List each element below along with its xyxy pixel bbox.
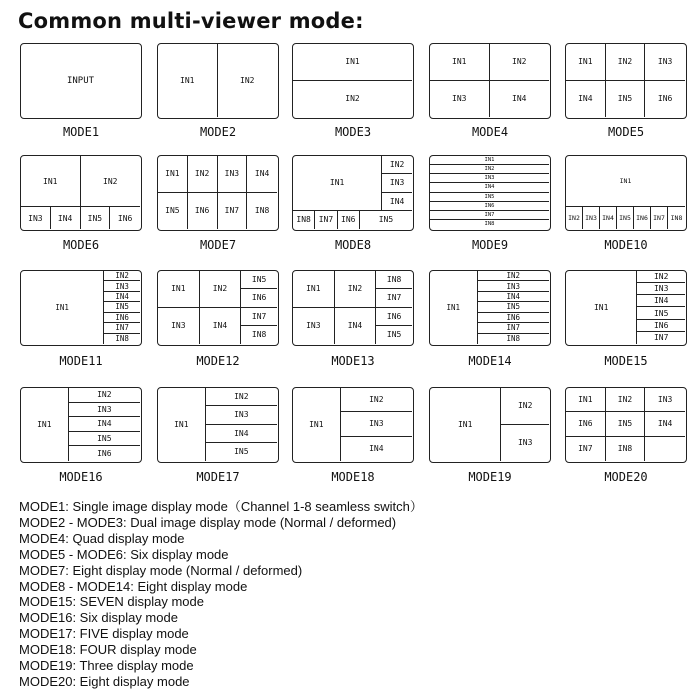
screen-cell: IN2 xyxy=(240,76,255,85)
screen-cell: IN2 xyxy=(188,156,218,193)
screen-cell: IN7 xyxy=(218,193,248,230)
screen-cell: IN5 xyxy=(478,302,549,312)
mode-box-mode2 xyxy=(157,43,279,119)
screen-cell: IN3 xyxy=(430,174,549,183)
screen-cell: IN7 xyxy=(104,323,140,333)
legend-line: MODE15: SEVEN display mode xyxy=(19,594,204,610)
screen-cell: IN1 xyxy=(158,156,188,193)
screen-cell: IN6 xyxy=(338,211,360,229)
mode-label: MODE8 xyxy=(334,238,372,252)
screen-cell: IN4 xyxy=(637,295,685,307)
mode-label: MODE12 xyxy=(196,354,240,368)
screen-cell: IN1 xyxy=(430,388,501,461)
legend-line: MODE19: Three display mode xyxy=(19,658,194,674)
screen-cell: IN5 xyxy=(430,193,549,202)
screen-cell: IN1 xyxy=(158,388,206,461)
screen-cell: IN5 xyxy=(386,330,402,340)
mode-box-mode16 xyxy=(20,387,142,463)
screen-cell: IN3 xyxy=(478,281,549,291)
mode-box-mode17 xyxy=(157,387,279,463)
screen-cell: IN4 xyxy=(566,81,606,118)
mode-label: MODE20 xyxy=(604,470,648,484)
screen-cell: IN1 xyxy=(566,156,685,207)
mode-label: MODE14 xyxy=(468,354,512,368)
screen-cell: IN5 xyxy=(234,447,249,457)
screen-cell: IN2 xyxy=(382,156,412,174)
screen-cell: IN8 xyxy=(376,271,412,289)
screen-cell: IN6 xyxy=(634,207,651,229)
screen-cell: IN4 xyxy=(51,207,81,229)
mode-label: MODE4 xyxy=(471,125,509,139)
screen-cell: IN1 xyxy=(21,156,81,207)
screen-cell: IN6 xyxy=(117,213,133,223)
mode-box-mode1 xyxy=(20,43,142,119)
screen-cell: IN3 xyxy=(430,81,490,118)
screen-cell: IN5 xyxy=(241,271,277,289)
screen-cell: IN5 xyxy=(378,215,394,225)
screen-cell: IN5 xyxy=(637,308,685,320)
legend-line: MODE20: Eight display mode xyxy=(19,673,190,689)
screen-cell: IN1 xyxy=(430,156,549,165)
legend-line: MODE2 - MODE3: Dual image display mode (Normal / deformed) xyxy=(19,514,397,530)
screen-cell: IN2 xyxy=(478,271,549,281)
screen-cell: IN6 xyxy=(637,320,685,332)
mode-label: MODE6 xyxy=(62,238,100,252)
screen-cell: IN4 xyxy=(69,417,140,432)
screen-cell: IN2 xyxy=(490,44,550,81)
screen-cell: IN3 xyxy=(206,406,277,424)
legend-line: MODE18: FOUR display mode xyxy=(19,642,197,658)
mode-box-mode5 xyxy=(565,43,687,119)
screen-cell: IN2 xyxy=(341,388,412,412)
mode-box-mode20 xyxy=(565,387,687,463)
screen-cell: IN1 xyxy=(430,271,478,344)
screen-cell: IN4 xyxy=(430,183,549,192)
screen-cell: IN4 xyxy=(335,308,377,345)
screen-cell: IN6 xyxy=(376,308,412,326)
page-title: Common multi-viewer mode: xyxy=(18,9,364,33)
screen-cell: IN4 xyxy=(206,425,277,443)
mode-label: MODE13 xyxy=(331,354,375,368)
screen-cell: IN8 xyxy=(606,437,646,461)
screen-cell: IN3 xyxy=(218,156,248,193)
legend-line: MODE7: Eight display mode (Normal / deformed) xyxy=(19,562,303,578)
mode-label: MODE10 xyxy=(604,238,648,252)
mode-label: MODE19 xyxy=(468,470,512,484)
screen-cell: IN8 xyxy=(115,334,129,344)
mode-label: MODE2 xyxy=(199,125,237,139)
screen-cell: IN2 xyxy=(430,165,549,174)
legend-line: MODE1: Single image display mode（Channel 1-8 seamless switch） xyxy=(19,499,423,514)
screen-cell: IN4 xyxy=(382,193,412,211)
screen-cell: IN1 xyxy=(158,271,200,308)
mode-box-mode13 xyxy=(292,270,414,346)
screen-cell: IN2 xyxy=(200,271,242,308)
legend-line: MODE17: FIVE display mode xyxy=(19,626,189,642)
mode-box-mode8 xyxy=(292,155,414,231)
screen-cell: IN5 xyxy=(81,207,111,229)
screen-cell: IN3 xyxy=(645,44,685,81)
screen-cell: IN3 xyxy=(637,283,685,295)
mode-box-mode15 xyxy=(565,270,687,346)
mode-label: MODE17 xyxy=(196,470,240,484)
screen-cell: IN1 xyxy=(293,388,341,461)
screen-cell: IN8 xyxy=(251,330,267,340)
screen-cell: IN5 xyxy=(606,412,646,436)
screen-cell: IN2 xyxy=(606,44,646,81)
screen-cell: IN1 xyxy=(293,44,412,81)
legend-line: MODE5 - MODE6: Six display mode xyxy=(19,546,229,562)
mode-box-mode18 xyxy=(292,387,414,463)
screen-cell: IN3 xyxy=(293,308,335,345)
screen-cell: IN6 xyxy=(188,193,218,230)
screen-cell: IN2 xyxy=(566,207,583,229)
screen-cell: IN4 xyxy=(600,207,617,229)
mode-legend xyxy=(19,499,423,690)
screen-cell: IN3 xyxy=(382,174,412,192)
screen-cell: IN7 xyxy=(430,211,549,220)
screen-cell: IN3 xyxy=(583,207,600,229)
screen-cell: IN1 xyxy=(293,271,335,308)
screen-cell: IN6 xyxy=(657,94,673,104)
mode-box-mode14 xyxy=(429,270,551,346)
mode-box-mode12 xyxy=(157,270,279,346)
screen-cell: IN1 xyxy=(158,44,218,117)
screen-cell: IN4 xyxy=(369,444,384,454)
screen-cell: IN5 xyxy=(606,81,646,118)
screen-cell: IN7 xyxy=(566,437,606,461)
screen-cell: IN3 xyxy=(104,281,140,291)
screen-cell: IN5 xyxy=(158,193,188,230)
screen-cell: IN4 xyxy=(478,292,549,302)
mode-label: MODE16 xyxy=(59,470,103,484)
screen-cell: IN7 xyxy=(478,323,549,333)
screen-cell: IN6 xyxy=(478,313,549,323)
screen-cell: IN2 xyxy=(606,388,646,412)
mode-label: MODE15 xyxy=(604,354,648,368)
screen-cell: IN4 xyxy=(104,292,140,302)
screen-cell: IN1 xyxy=(21,388,69,461)
mode-label: MODE11 xyxy=(59,354,103,368)
screen-cell: IN6 xyxy=(566,412,606,436)
legend-line: MODE8 - MODE14: Eight display mode xyxy=(19,578,248,594)
screen-cell: IN8 xyxy=(293,211,315,229)
mode-box-mode4 xyxy=(429,43,551,119)
screen-cell: IN3 xyxy=(341,412,412,436)
screen-cell: IN6 xyxy=(104,313,140,323)
screen-cell: IN3 xyxy=(69,403,140,418)
screen-cell: IN2 xyxy=(206,388,277,406)
mode-box-mode6 xyxy=(20,155,142,231)
screen-cell: IN7 xyxy=(653,333,669,343)
mode-label: MODE18 xyxy=(331,470,375,484)
screen-cell: IN2 xyxy=(104,271,140,281)
screen-cell: IN5 xyxy=(104,302,140,312)
mode-box-mode7 xyxy=(157,155,279,231)
screen-cell: IN1 xyxy=(293,156,382,211)
screen-cell: IN4 xyxy=(512,94,527,104)
mode-label: MODE1 xyxy=(62,125,100,139)
mode-box-mode19 xyxy=(429,387,551,463)
screen-cell: IN7 xyxy=(241,308,277,326)
screen-cell: IN2 xyxy=(69,388,140,403)
screen-cell: IN4 xyxy=(200,308,242,345)
screen-cell: IN8 xyxy=(254,206,270,216)
screen-cell: IN5 xyxy=(617,207,634,229)
screen-cell: IN1 xyxy=(21,271,104,344)
screen-cell: IN6 xyxy=(97,449,112,459)
screen-cell: IN5 xyxy=(69,432,140,447)
legend-line: MODE16: Six display mode xyxy=(19,610,178,626)
mode-label: MODE9 xyxy=(471,238,509,252)
screen-cell: IN3 xyxy=(158,308,200,345)
mode-box-mode3 xyxy=(292,43,414,119)
screen-cell: IN1 xyxy=(566,388,606,412)
mode-label: MODE5 xyxy=(607,125,645,139)
screen-cell: IN2 xyxy=(501,388,549,425)
screen-cell: INPUT xyxy=(66,75,95,86)
mode-box-mode9 xyxy=(429,155,551,231)
screen-cell: IN6 xyxy=(430,202,549,211)
screen-cell: IN3 xyxy=(645,388,685,412)
screen-cell: IN8 xyxy=(484,221,495,228)
screen-cell: IN1 xyxy=(430,44,490,81)
mode-box-mode11 xyxy=(20,270,142,346)
screen-cell: IN3 xyxy=(517,438,533,448)
screen-cell: IN3 xyxy=(21,207,51,229)
screen-cell: IN8 xyxy=(506,334,521,344)
mode-box-mode10 xyxy=(565,155,687,231)
screen-cell: IN4 xyxy=(247,156,277,193)
screen-cell: IN2 xyxy=(345,94,360,104)
screen-cell: IN1 xyxy=(566,271,637,344)
screen-cell: IN4 xyxy=(645,412,685,436)
screen-cell: IN6 xyxy=(241,289,277,307)
screen-cell: IN8 xyxy=(670,214,683,223)
screen-cell: IN2 xyxy=(81,156,141,207)
screen-cell: IN7 xyxy=(651,207,668,229)
screen-cell: IN2 xyxy=(637,271,685,283)
screen-cell: IN7 xyxy=(315,211,337,229)
screen-cell: IN2 xyxy=(335,271,377,308)
legend-line: MODE4: Quad display mode xyxy=(19,530,185,546)
mode-label: MODE3 xyxy=(334,125,372,139)
mode-label: MODE7 xyxy=(199,238,237,252)
screen-cell: IN1 xyxy=(566,44,606,81)
screen-cell: IN7 xyxy=(376,289,412,307)
